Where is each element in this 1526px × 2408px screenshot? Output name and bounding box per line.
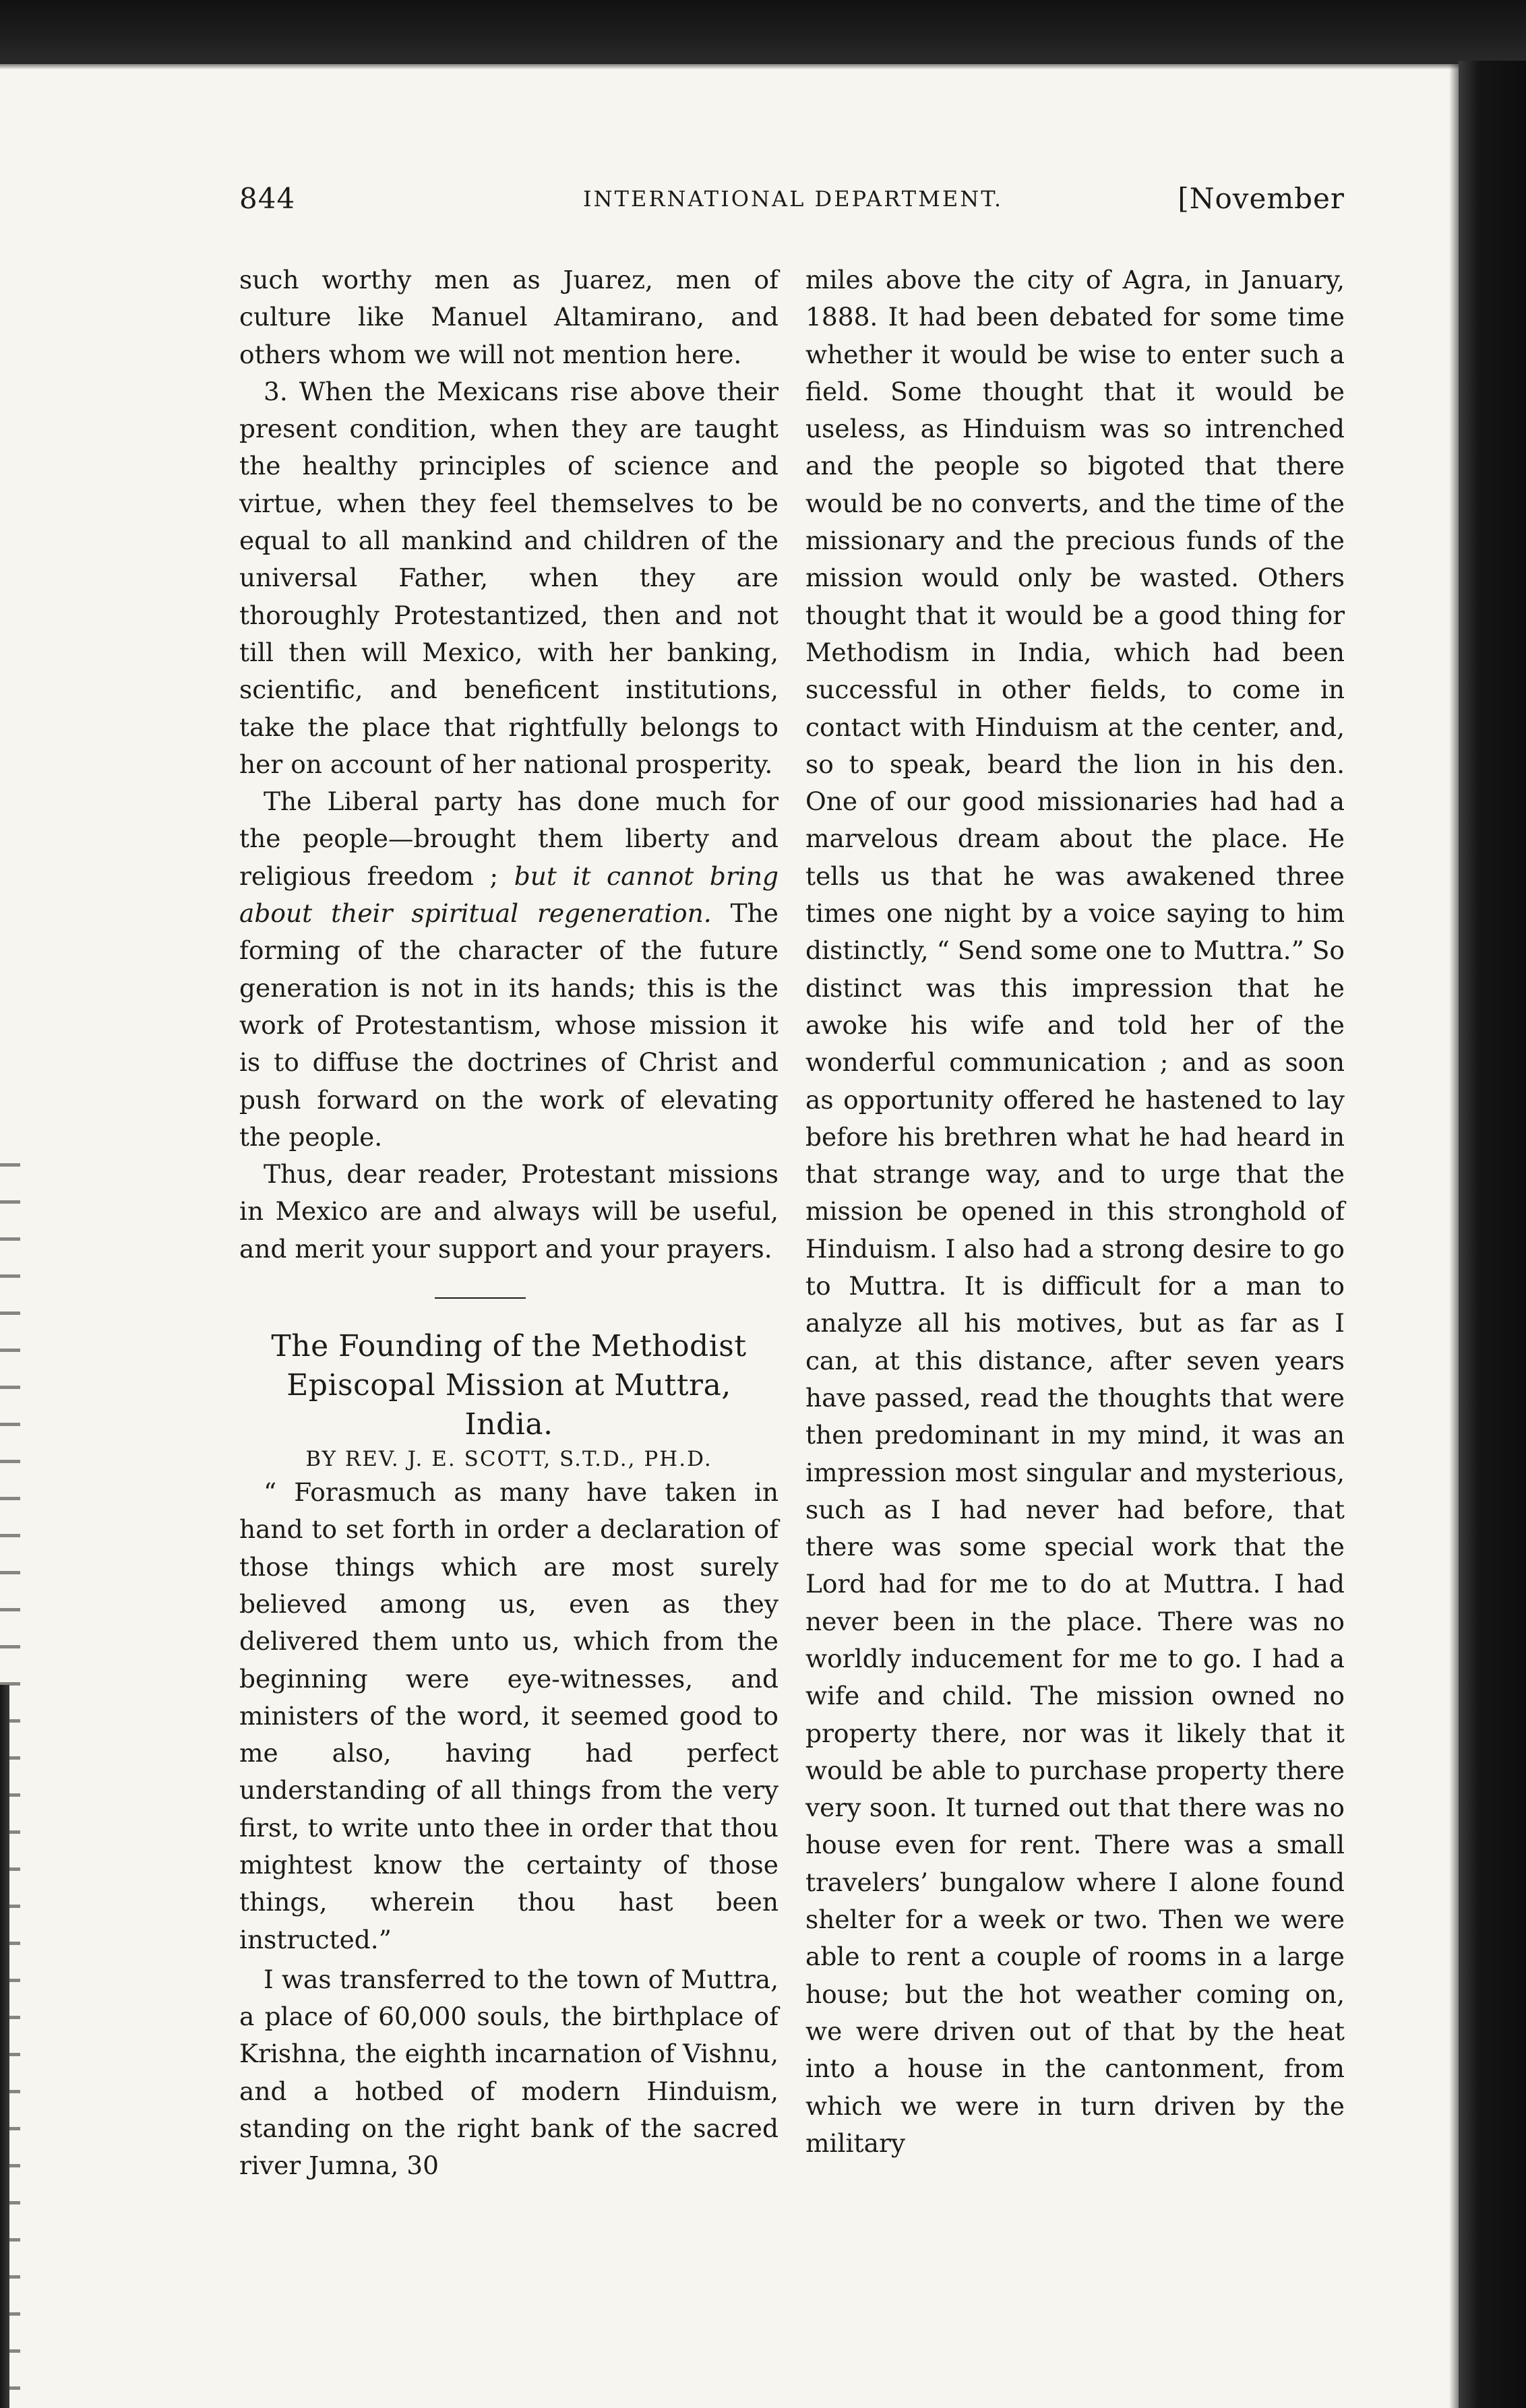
- running-head: INTERNATIONAL DEPARTMENT.: [583, 186, 1004, 212]
- paragraph: miles above the city of Agra, in January, 1888. It had been debated for some time whether it would be wise to enter such a field. Some thought that it would be useless, as Hinduism was so intrenched and the people so bigoted that there would be no converts, and the time of the missionary and the precious funds of the mission would only be wasted. Others thought that it would be a good thing for Methodism in India, which had been successful in other fields, to come in contact with Hinduism at the center, and, so to speak, beard the lion in his den. One of our good missionaries had had a marvelous dream about the place. He tells us that he was awakened three times one night by a voice saying to him distinctly, “ Send some one to Muttra.” So distinct was this impression that he awoke his wife and told her of the wonderful communication ; and as soon as opportunity offered he hastened to lay before his brethren what he had heard in that strange way, and to urge that the mission be opened in this stronghold of Hinduism. I also had a strong desire to go to Muttra. It is difficult for a man to analyze all his motives, but as far as I can, at this distance, after seven years have passed, read the thoughts that were then predominant in my mind, it was an impression most singular and mysterious, such as I had never had before, that there was some special work that the Lord had for me to do at Muttra. I had never been in the place. There was no worldly inducement for me to go. I had a wife and child. The mission owned no property there, nor was it likely that it would be able to purchase property there very soon. It turned out that there was no house even for rent. There was a small travelers’ bungalow where I alone found shelter for a week or two. Then we were able to rent a couple of rooms in a large house; but the hot weather coming on, we were driven out of that by the heat into a house in the cantonment, from which we were in turn driven by the military: [805, 265, 1345, 2158]
- scan-top-border: [0, 0, 1526, 64]
- right-column: [805, 261, 1345, 2162]
- paragraph: I was transferred to the town of Muttra, a place of 60,000 souls, the birthplace of Krishna, the eighth incarnation of Vishnu, and a hotbed of modern Hinduism, standing on the right bank of the sacred river Jumna, 30: [239, 1964, 779, 2181]
- byline: BY REV. J. E. SCOTT, S.T.D., PH.D.: [305, 1447, 712, 1472]
- month-label: [November: [1178, 182, 1345, 215]
- left-column: [239, 261, 779, 2185]
- paragraph-text: The Liberal party has done much for the people—brought them liberty and religious freedom ;: [239, 786, 779, 891]
- section-divider: [435, 1297, 526, 1299]
- paragraph: such worthy men as Juarez, men of culture like Manuel Altamirano, and others whom we will not mention here.: [239, 265, 779, 369]
- italic-text: but it cannot bring about their spiritual regeneration.: [239, 861, 779, 929]
- paragraph-text: The forming of the character of the future generation is not in its hands; this is the work of Protestantism, whose mission it is to diffuse the doctrines of Christ and push forward on the work of elevating the people.: [239, 898, 779, 1152]
- paragraph: Thus, dear reader, Protestant missions in Mexico are and always will be useful, and merit your support and your prayers.: [239, 1159, 779, 1264]
- paragraph: “ Forasmuch as many have taken in hand to set forth in order a declaration of those things which are most surely believed among us, even as they delivered them unto us, which from the beginning were eye-witnesses, and ministers of the word, it seemed good to me also, having had perfect understanding of all things from the very first, to write unto thee in order that thou mightest know the certainty of those things, wherein thou hast been instructed.”: [239, 1477, 779, 1954]
- paragraph: 3. When the Mexicans rise above their present condition, when they are taught the healthy principles of science and virtue, when they feel themselves to be equal to all mankind and children of the universal Father, when they are thoroughly Protestantized, then and not till then will Mexico, with her banking, scientific, and beneficent institutions, take the place that rightfully belongs to her on account of her national prosperity.: [239, 376, 779, 779]
- scan-right-border: [1459, 61, 1526, 2408]
- article-title: The Founding of the Methodist Episcopal Mission at Muttra, India.: [271, 1329, 747, 1442]
- page-header: [239, 182, 1345, 229]
- scan-left-edge: [0, 1685, 9, 2408]
- paragraph: [239, 783, 779, 1156]
- page-number: 844: [239, 182, 296, 215]
